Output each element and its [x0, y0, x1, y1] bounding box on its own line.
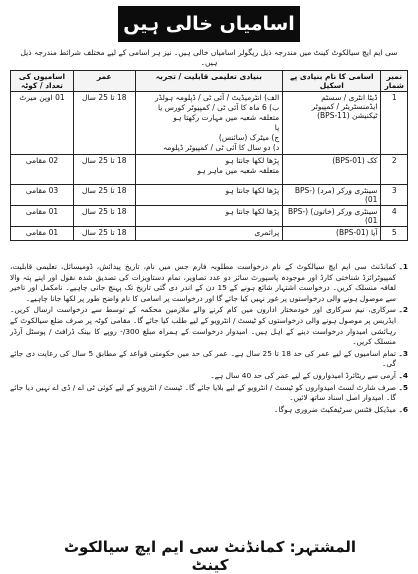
qualification-line: پڑھا لکھا جانتا ہو [225, 156, 280, 165]
table-row [11, 227, 408, 241]
vacancy-count: 01 اوپن میرٹ [11, 92, 74, 155]
note-item [10, 262, 408, 304]
row-number: 2 [381, 155, 408, 185]
header-vacancies: اسامیوں کی تعداد / کوٹہ [11, 71, 74, 92]
advertiser-footer: المشتہر: کمانڈنٹ سی ایم ایچ سیالکوٹ کینٹ [63, 538, 357, 574]
age-limit: 18 تا 25 سال [73, 155, 135, 185]
note-item [10, 349, 408, 370]
note-number: 3۔ [398, 348, 408, 358]
qualification-cell [135, 206, 283, 227]
notes-list [10, 262, 408, 416]
post-name: کک (BPS-01) [283, 155, 381, 185]
age-limit: 18 تا 25 سال [73, 185, 135, 206]
post-name: ڈیٹا انٹری / سسٹم ایڈمنسٹریٹر / کمپیوٹر ٹیکنیشن (BPS-11) [283, 92, 381, 155]
note-item [10, 371, 408, 382]
qualification-line: ج) میٹرک (سائنس) [218, 133, 280, 142]
qualification-line: د) دو سال کا آئی ٹی / کمپیوٹر ڈپلومہ [162, 143, 280, 152]
header-age: عمر [73, 71, 135, 92]
post-name: سینٹری ورکر (مرد) (BPS-01) [283, 185, 381, 206]
note-number: 1۔ [398, 262, 408, 271]
row-number: 4 [381, 206, 408, 227]
table-header-row [11, 71, 408, 92]
vacancy-count: 01 مقامی [11, 206, 74, 227]
vacancy-count: 03 مقامی [11, 185, 74, 206]
note-text: تمام اسامیوں کے لیے عمر کی حد 18 تا 25 سال ہے۔ عمر کی حد میں حکومتی قواعد کے مطابق 5 سال کی رعایت دی جائے گی۔ [10, 348, 396, 369]
note-text: آرمی سے ریٹائرڈ امیدواروں کے لیے عمر کی حد 40 سال ہے۔ [210, 370, 396, 380]
intro-text: سی ایم ایچ سیالکوٹ کینٹ میں مندرجہ ذیل ریگولر اسامیاں خالی ہیں۔ نیز ہر اسامی کے لیے مختلف شرائط مندرجہ ذیل ہیں۔ [20, 48, 398, 67]
qualification-line: الف) انٹرمیڈیٹ / آئی ٹی / ڈپلومہ ہولڈر [155, 93, 280, 102]
vacancy-count: 01 مقامی [11, 227, 74, 241]
vacancies-table [10, 70, 408, 241]
table-row [11, 206, 408, 227]
qualification-cell [135, 227, 283, 241]
qualification-line: ب) 6 ماہ کا آئی ٹی / کمپیوٹر کورس یا متعلقہ شعبہ میں مہارت رکھتا ہو [157, 103, 280, 122]
qualification-line: پڑھا لکھا جانتا ہو [225, 186, 280, 195]
vacancy-count: 02 مقامی [11, 155, 74, 185]
age-limit: 18 تا 25 سال [73, 227, 135, 241]
qualification-cell [135, 92, 283, 155]
vacancies-banner: اسامیاں خالی ہیں [118, 6, 300, 42]
note-text: سرکاری، نیم سرکاری اور خودمختار اداروں میں کام کرنے والے ملازمین محکمہ کے توسط سے درخواست ارسال کریں۔ ایڈریس پر موصول ہونے والی درخواستوں کو ٹیسٹ / انٹرویو کے لیے طلب کیا جائے گا۔ مقامی کوٹہ پر صرف ضلع سیالکوٹ کے رہائشی امیدوار درخواست دینے کے اہل ہیں۔ امیدوار درخواست کے ہمراہ مبلغ 300/- روپے کا بینک ڈرافٹ / پوسٹل آرڈر منسلک کریں۔ [10, 305, 396, 347]
note-item [10, 405, 408, 416]
post-name: آیا (BPS-01) [283, 227, 381, 241]
note-number: 6۔ [398, 404, 408, 414]
qualification-line: یا [274, 123, 280, 132]
row-number: 5 [381, 227, 408, 241]
table-body [11, 92, 408, 241]
qualification-cell [135, 155, 283, 185]
qualification-line: متعلقہ شعبہ میں ماہر ہو [197, 166, 280, 175]
qualification-line: پرائمری [254, 228, 280, 237]
row-number: 1 [381, 92, 408, 155]
qualification-line: پڑھا لکھا جانتا ہو [225, 207, 280, 216]
post-name: سینٹری ورکر (خاتون) (BPS-01) [283, 206, 381, 227]
age-limit: 18 تا 25 سال [73, 206, 135, 227]
row-number: 3 [381, 185, 408, 206]
note-item [10, 383, 408, 404]
table-row [11, 92, 408, 155]
header-name: اسامی کا نام بنیادی پے اسکیل [283, 71, 381, 92]
age-limit: 18 تا 25 سال [73, 92, 135, 155]
note-number: 2۔ [398, 305, 408, 315]
table-row [11, 185, 408, 206]
header-no: نمبر شمار [381, 71, 408, 92]
table-row [11, 155, 408, 185]
qualification-cell [135, 185, 283, 206]
note-text: صرف شارٹ لسٹ امیدواروں کو ٹیسٹ / انٹرویو کے لیے بلایا جائے گا۔ ٹیسٹ / انٹرویو کے لیے کوئی ٹی اے / ڈی اے نہیں دیا جائے گا۔ امیدوار اصل اسناد ساتھ لائیں۔ [10, 382, 396, 403]
note-item [10, 305, 408, 347]
note-text: میڈیکل فٹنس سرٹیفکیٹ ضروری ہوگا۔ [273, 404, 396, 414]
header-qualification: بنیادی تعلیمی قابلیت / تجربہ [135, 71, 283, 92]
note-number: 4۔ [398, 370, 408, 380]
note-number: 5۔ [398, 382, 408, 392]
note-text: کمانڈنٹ سی ایم ایچ سیالکوٹ کے نام درخواست مطلوبہ فارم جس میں نام، تاریخ پیدائش، ڈومیسائل، تعلیمی قابلیت، کمپیوٹرائزڈ شناختی کارڈ اور موجودہ پاسپورٹ سائز دو عدد تصاویر، تمام دستاویزات کی تصدیق شدہ نقول اور اپنے پتہ والا لفافہ منسلک کریں۔ درخواست اشتہار شائع ہونے کے 15 دن کے اندر دی گئی تاریخ تک پہنچ جانی چاہیے۔ نامکمل اور تاخیر سے موصول ہونے والی درخواستوں پر غور نہیں کیا جائے گا اور درخواست پر اسامی کا نام واضح طور پر لکھا جانا چاہیے۔ [10, 262, 396, 303]
